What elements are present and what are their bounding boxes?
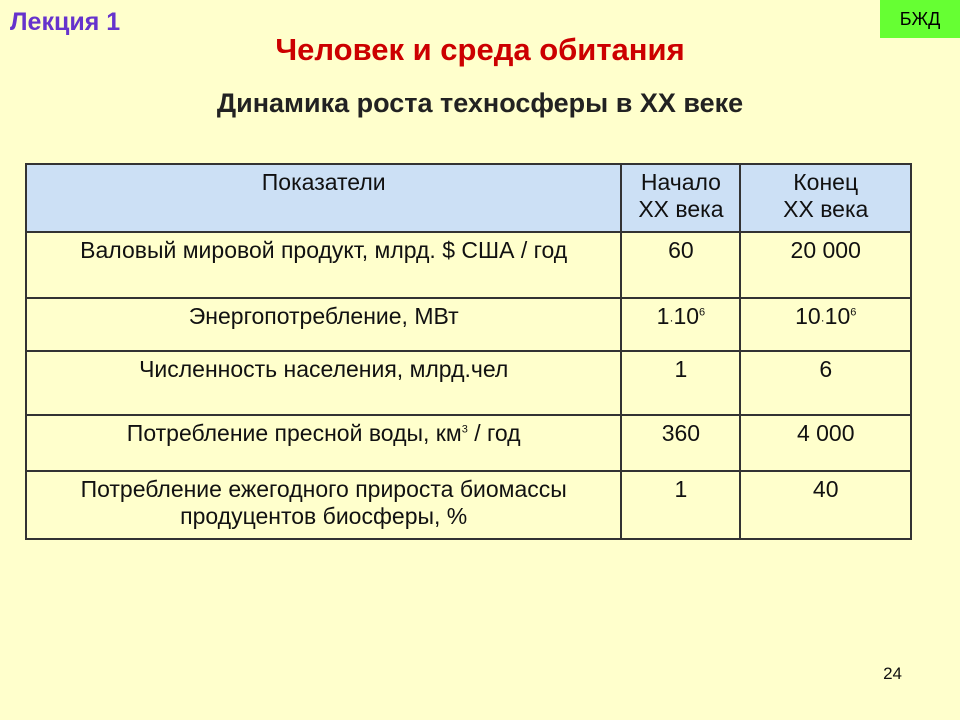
indicator-line1: Потребление ежегодного прироста биомассы xyxy=(80,476,567,502)
row-end-value: 20 000 xyxy=(740,232,911,298)
row-start-value: 360 xyxy=(621,415,740,471)
row-start-value: 1 xyxy=(621,351,740,415)
header-start xyxy=(621,164,740,232)
end-base: 10 xyxy=(824,303,851,329)
table-row xyxy=(26,351,911,415)
table-header-row xyxy=(26,164,911,232)
row-end-value xyxy=(740,298,911,351)
course-badge: БЖД xyxy=(880,0,960,38)
table-row xyxy=(26,415,911,471)
slide-title: Человек и среда обитания xyxy=(275,32,685,67)
slide-subtitle: Динамика роста техносферы в XX веке xyxy=(216,88,744,118)
start-mantissa: 1 xyxy=(656,303,670,329)
row-end-value: 40 xyxy=(740,471,911,539)
row-indicator xyxy=(26,415,621,471)
start-base: 10 xyxy=(673,303,700,329)
header-start-line2: XX века xyxy=(638,196,724,222)
table-row xyxy=(26,298,911,351)
start-exponent: 6 xyxy=(699,306,706,319)
end-exponent: 6 xyxy=(850,306,857,319)
row-end-value: 4 000 xyxy=(740,415,911,471)
technosphere-table xyxy=(25,163,912,540)
end-mantissa: 10 xyxy=(795,303,821,329)
row-indicator: Численность населения, млрд.чел xyxy=(26,351,621,415)
row-indicator xyxy=(26,471,621,539)
header-end-line1: Конец xyxy=(793,169,859,195)
row-indicator: Валовый мировой продукт, млрд. $ США / год xyxy=(26,232,621,298)
indicator-tail: / год xyxy=(467,420,521,446)
row-start-value xyxy=(621,298,740,351)
row-indicator: Энергопотребление, МВт xyxy=(26,298,621,351)
indicator-main: Потребление пресной воды, км xyxy=(126,420,462,446)
lecture-label: Лекция 1 xyxy=(10,8,121,36)
row-end-value: 6 xyxy=(740,351,911,415)
header-end xyxy=(740,164,911,232)
table-row xyxy=(26,471,911,539)
row-start-value: 60 xyxy=(621,232,740,298)
indicator-unit-exponent: 3 xyxy=(461,423,468,436)
row-start-value: 1 xyxy=(621,471,740,539)
header-indicator: Показатели xyxy=(26,164,621,232)
header-end-line2: XX века xyxy=(783,196,869,222)
page-number: 24 xyxy=(883,664,902,683)
end-multiply-dot: · xyxy=(820,313,825,327)
header-start-line1: Начало xyxy=(640,169,721,195)
start-multiply-dot: · xyxy=(669,313,674,327)
indicator-line2: продуцентов биосферы, % xyxy=(180,503,468,529)
table-row xyxy=(26,232,911,298)
